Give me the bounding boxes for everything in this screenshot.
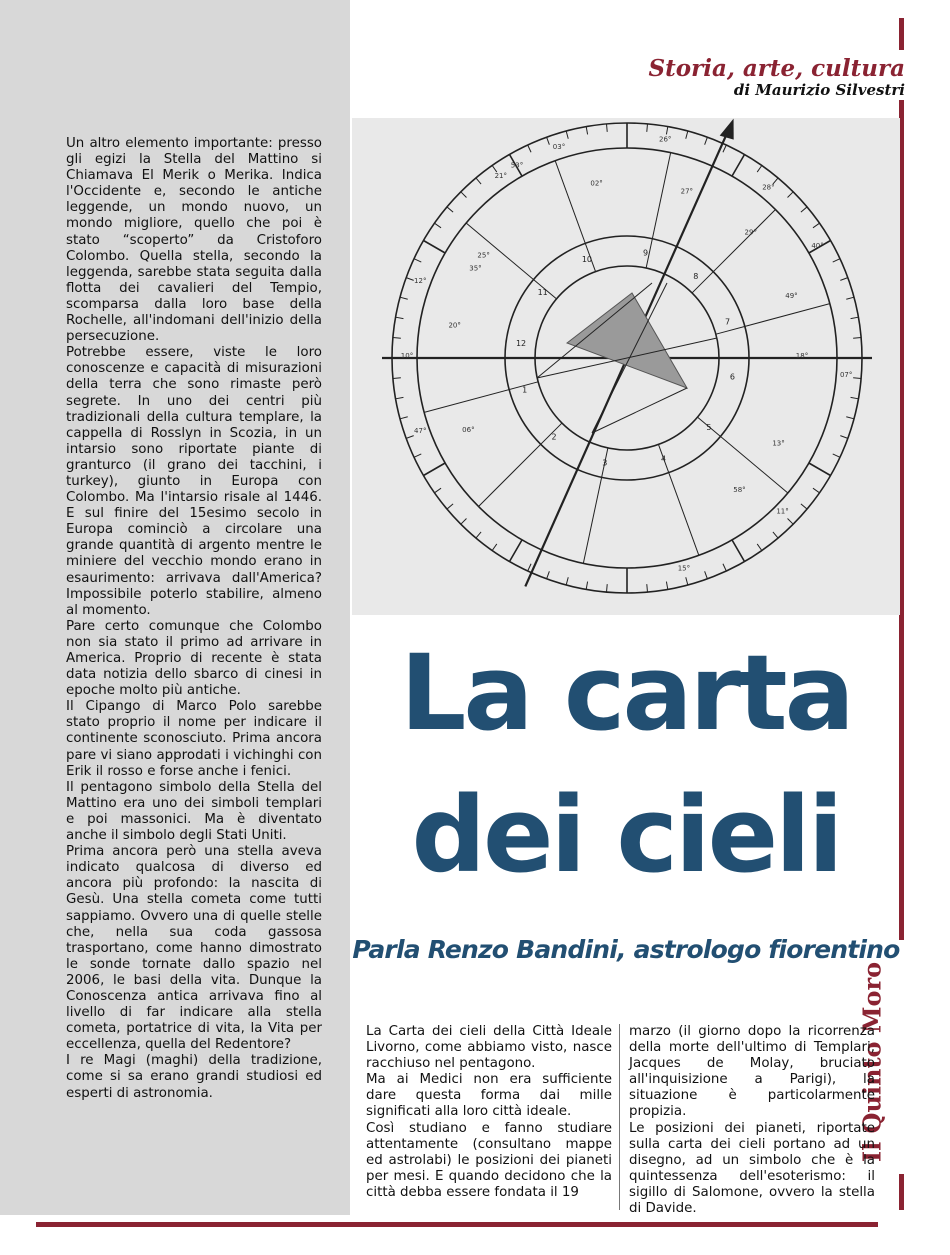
zodiac-tick [723,564,726,571]
zodiac-tick [607,124,608,132]
house-cusp-line [479,423,562,506]
zodiac-tick [566,577,568,585]
zodiac-tick [686,577,688,585]
degree-label: 07° [839,371,853,380]
aspect-triangle [567,293,687,388]
zodiac-tick [647,584,648,592]
zodiac-tick [586,127,587,135]
degree-label: 28° [762,183,775,192]
zodiac-tick [406,436,414,439]
house-number: 5 [706,422,712,432]
degree-label: 06° [462,425,475,434]
article-paragraph: La Carta dei cieli della Città Ideale Livorno, come abbiamo visto, nasce racchiuso nel pentagono. [366,1024,612,1072]
zodiac-tick [528,145,531,152]
section-title: Storia, arte, cultura [648,55,905,82]
zodiac-tick [813,223,820,228]
subtitle: Parla Renzo Bandini, astrologo fiorentino [352,935,900,964]
degree-label: 11° [776,507,789,516]
zodiac-tick [851,397,859,398]
sidebar-paragraph: Pare certo comunque che Colombo non sia stato il primo ad arrivare in America. Proprio di recente è stata data notizia dello sbarco di cinesi in epoche molto più antiche. [66,618,322,699]
zodiac-tick [447,207,453,212]
degree-label: 18° [795,352,809,360]
zodiac-tick [566,131,568,139]
degree-label: 27° [680,187,694,196]
degree-label: 35° [469,264,482,273]
house-number: 11 [537,288,548,298]
zodiac-tick [851,317,859,318]
author-byline: di Maurizio Silvestri [733,81,905,99]
degree-label: 25° [477,251,490,260]
zodiac-tick [547,137,550,145]
house-cusp-line [646,153,671,268]
zodiac-tick [809,463,831,476]
house-number: 2 [551,432,557,442]
house-number: 12 [515,339,527,349]
sidebar-paragraph: Il Cipango di Marco Polo sarebbe stato proprio il nome per indicare il continente sconosciuto. Prima ancora pare vi siano approdati i vichinghi con Erik il rosso e forse anche i fenici. [66,699,322,779]
zodiac-tick [801,207,807,212]
zodiac-tick [461,519,467,525]
article-paragraph: Le posizioni dei pianeti, riportate sulla carta dei cieli portano ad un disegno, ad un simbolo che è la quintessenza dell'esoterismo: il sigillo di Salomone, ovvero la stella di Davide. [629,1120,875,1217]
degree-label: 58° [733,486,746,495]
degree-label: 49° [785,292,798,301]
house-number: 9 [643,248,649,258]
meridian-arrowhead [720,119,734,140]
degree-label: 53° [510,161,524,170]
zodiac-tick [813,488,820,493]
degree-label: 13° [772,439,785,448]
zodiac-tick [840,278,848,281]
zodiac-tick [840,436,848,439]
zodiac-tick [414,259,421,262]
zodiac-tick [586,582,587,590]
right-rule-bottom [899,1174,904,1210]
zodiac-tick [400,297,408,299]
bottom-rule [36,1222,878,1227]
headline [352,622,900,906]
zodiac-tick [547,571,550,579]
degree-label: 10° [400,352,414,360]
zodiac-tick [406,278,414,281]
zodiac-tick [666,127,667,135]
zodiac-tick [423,463,445,476]
zodiac-tick [801,504,807,509]
zodiac-tick [732,540,745,562]
house-cusp-line [424,382,538,413]
degree-label: 26° [658,135,672,144]
degree-label: 29° [744,228,757,237]
zodiac-tick [447,504,453,509]
zodiac-tick [788,192,794,198]
zodiac-tick [686,131,688,139]
sidebar-text-column [66,136,322,1102]
zodiac-tick [393,338,401,339]
house-number: 7 [725,317,731,327]
zodiac-tick [396,397,404,398]
house-number: 6 [729,372,735,382]
sidebar-paragraph: I re Magi (maghi) della tradizione, come si sa erano grandi studiosi ed esperti di astronomia. [66,1053,322,1101]
degree-label: 47° [414,427,427,436]
zodiac-tick [833,454,840,457]
article-paragraph: Così studiano e fanno studiare attentamente (consultano mappe ed astrolabi) le posizioni dei pianeti per mesi. E quando decidono che la città debba essere fondata il 19 [366,1120,612,1200]
zodiac-tick [396,317,404,318]
zodiac-tick [773,532,778,538]
zodiac-tick [788,519,794,525]
house-number: 10 [581,254,593,264]
zodiac-tick [757,165,762,172]
zodiac-tick [528,564,531,571]
article-paragraph: marzo (il giorno dopo la ricorrenza della morte dell'ultimo di Templari, Jacques de Molay, bruciato all'inquisizione a Parigi), la situazione è particolarmente propizia. [629,1024,875,1120]
zodiac-tick [434,223,441,228]
brand-name: Il Quinto Moro [857,961,887,1163]
degree-label: 40° [811,242,824,250]
degree-label: 03° [552,142,566,151]
article-paragraph: Ma ai Medici non era sufficiente dare questa forma dai mille significati alla loro città ideale. [366,1072,612,1120]
zodiac-tick [853,338,861,339]
zodiac-tick [434,488,441,493]
right-rule-top [899,18,904,50]
sidebar-paragraph: Potrebbe essere, viste le loro conoscenze e capacità di misurazioni della terra che sono rimaste però segrete. In uno dei centri più tradizionali della cultura templare, la cappella di Rosslyn in Scozia, in un intarsio sono riportate piante di granturco (il grano dei tacchini, i turkey), giunto in Europa con Colombo. Ma l'intarsio risale al 1446. E sul finire del 15esimo secolo in Europa cominciò a circolare una grande quantità di argento mentre le miniere del vecchio mondo erano in esaurimento: arrivava dall'America? Impossibile poterlo stabilire, almeno al momento. [66,345,322,618]
article-column-left [366,1024,612,1201]
house-number: 8 [693,272,699,282]
zodiac-tick [393,378,401,379]
house-number: 4 [661,454,667,464]
zodiac-tick [492,544,497,551]
article-column-right [629,1024,875,1217]
zodiac-tick [461,192,467,198]
zodiac-tick [423,241,445,254]
zodiac-tick [476,532,481,538]
headline-line-2: dei cieli [411,774,841,896]
house-number: 1 [522,385,528,395]
sidebar-paragraph: Prima ancora però una stella aveva indicato qualcosa di diverso ed ancora più profondo: la nascita di Gesù. Una stella cometa come tutti sappiamo. Ovvero una di quelle stelle che, nella sua coda gassosa trasportano, come hanno dimostrato le sonde tornate dallo spazio nel 2006, le basi della vita. Dunque la Conoscenza antica arrivava fino al livello di far indicare alla stella cometa, portatrice di vita, la Vita per eccellenza, quella del Redentore? [66,844,322,1053]
astrological-chart-image [352,118,900,615]
zodiac-tick [846,297,854,299]
zodiac-tick [732,154,745,176]
column-divider [619,1024,620,1210]
zodiac-tick [723,145,726,152]
house-cusp-line [716,304,830,335]
zodiac-tick [705,571,708,579]
headline-line-1: La carta [400,632,852,754]
zodiac-tick [414,454,421,457]
zodiac-tick [510,540,523,562]
degree-label: 12° [414,276,427,285]
zodiac-tick [833,259,840,262]
zodiac-tick [647,124,648,132]
degree-label: 20° [448,321,461,330]
zodiac-tick [853,378,861,379]
house-cusp-line [692,210,775,293]
degree-label: 15° [677,564,691,573]
zodiac-tick [846,417,854,419]
zodiac-tick [705,137,708,145]
degree-label: 02° [590,179,603,188]
zodiac-tick [400,417,408,419]
degree-label: 21° [494,171,508,180]
sidebar-paragraph: Un altro elemento importante: presso gli egizi la Stella del Mattino si Chiamava El Merik o Merika. Indica l'Occidente e, secondo le antiche leggende, un mondo nuovo, un mondo migliore, quello che poi è stato “scoperto” da Cristoforo Colombo. Quella stella, secondo la leggenda, sarebbe stata seguita dalla flotta dei cavalieri del Tempio, scomparsa dalla loro base della Rochelle, all'indomani dell'inizio della persecuzione. [66,136,322,345]
zodiac-tick [757,544,762,551]
zodiac-tick [607,584,608,592]
house-number: 3 [602,458,608,468]
zodiac-tick [666,582,667,590]
astrological-chart [352,118,900,615]
aspect-line [592,388,687,433]
sidebar-paragraph: Il pentagono simbolo della Stella del Mattino era uno dei simboli templari e poi massonici. Ma è diventato anche il simbolo degli Stati Uniti. [66,779,322,844]
zodiac-tick [476,178,481,184]
